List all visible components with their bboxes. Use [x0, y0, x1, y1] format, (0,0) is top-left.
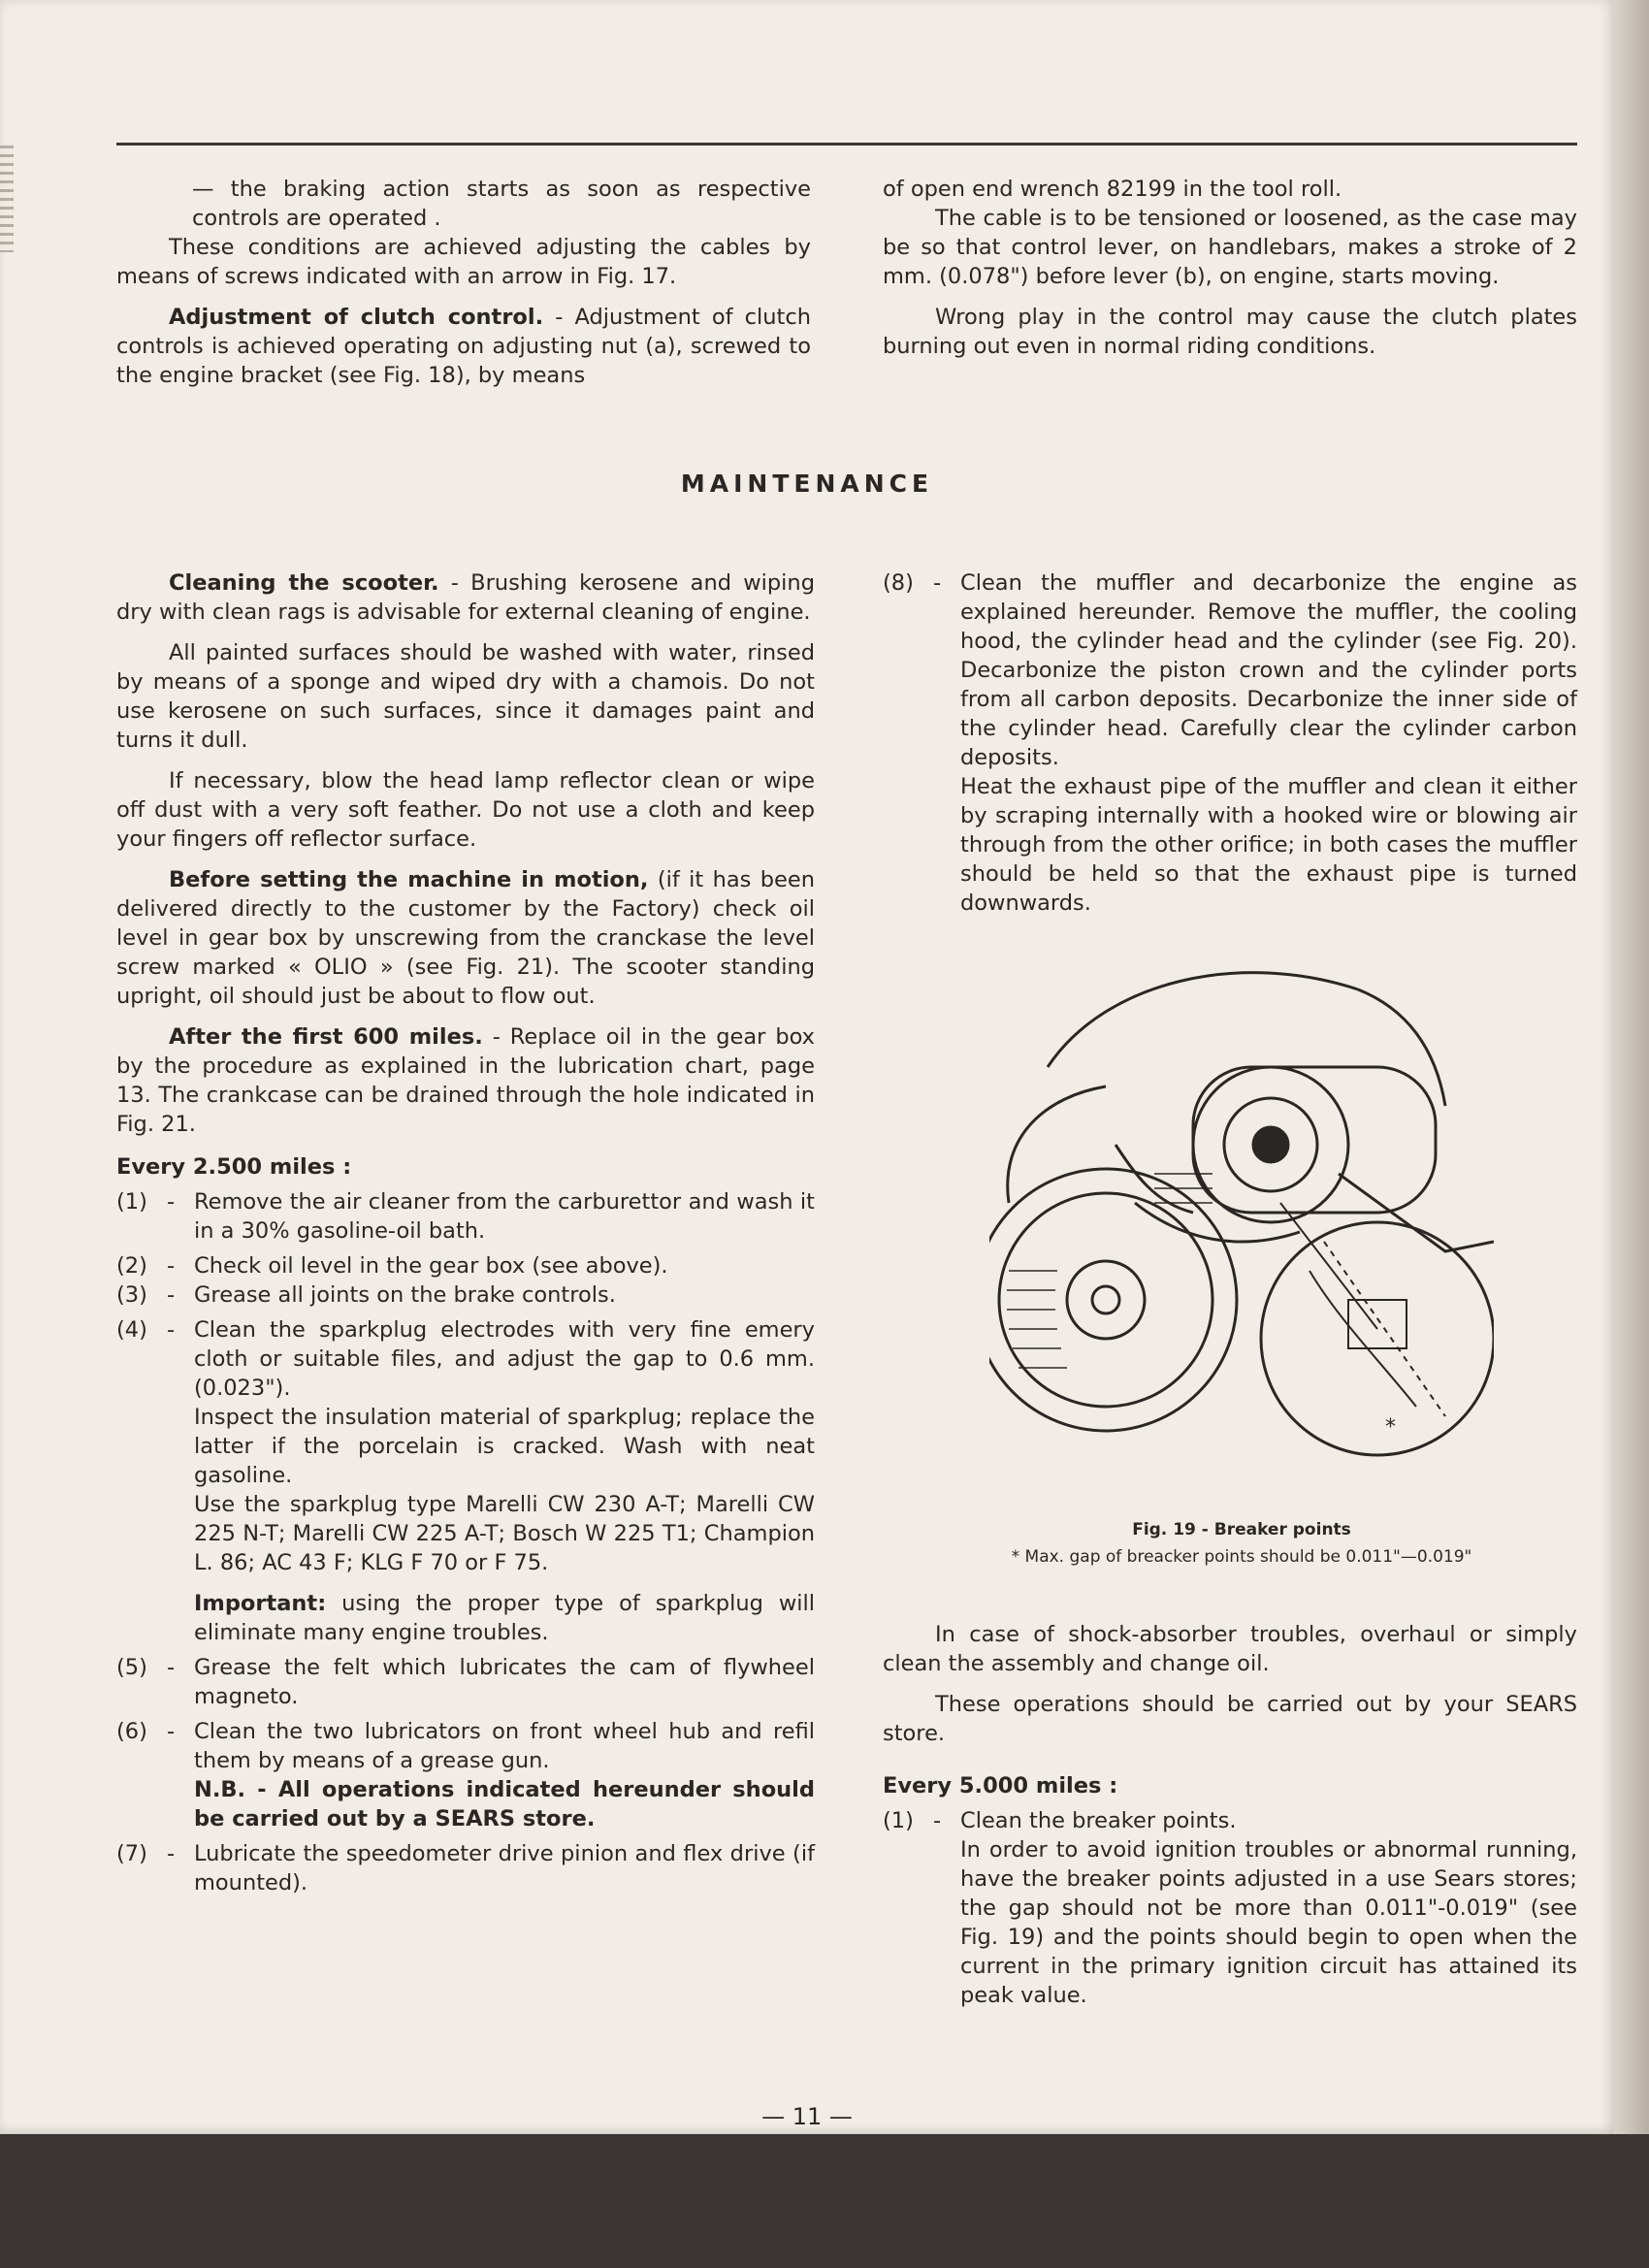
item-text-line: Clean the breaker points. — [960, 1808, 1237, 1833]
item-text: Grease all joints on the brake controls. — [194, 1282, 616, 1308]
item-text-line: Clean the sparkplug electrodes with very fine emery cloth or suitable files, and adjust the gap to 0.6 mm. (0.023"). — [194, 1317, 815, 1401]
dash-item-text: — the braking action starts as soon as respective controls are operated . — [192, 177, 811, 231]
item-number: (3) — [116, 1282, 147, 1308]
item-text: Lubricate the speedometer drive pinion and flex drive (if mounted). — [194, 1841, 815, 1895]
every-5000-heading: Every 5.000 miles : — [883, 1773, 1118, 1798]
paragraph-clutch — [116, 303, 811, 390]
item-number: (1) — [116, 1189, 147, 1215]
clutch-title: Adjustment of clutch control. — [169, 305, 544, 330]
item-number: (8) — [883, 570, 914, 596]
cowl-outline — [1048, 973, 1358, 1067]
svg-text:*: * — [1385, 1415, 1396, 1440]
top-left-column — [116, 175, 811, 390]
paragraph-before — [116, 865, 815, 1011]
nb-note: N.B. - All operations indicated hereunder should be carried out by a SEARS store. — [194, 1777, 815, 1831]
right-column-lower — [883, 1620, 1577, 2010]
every-2500-heading: Every 2.500 miles : — [116, 1154, 352, 1180]
item-text-line: Heat the exhaust pipe of the muffler and clean it either by scraping internally with a hooked wire or blowing air through from the other orifice; in both cases the muffler should be held so that the exhaust pipe is turned downwards. — [960, 774, 1577, 916]
item-text-line: Clean the muffler and decarbonize the engine as explained hereunder. Remove the muffler, the cooling hood, the cylinder head and the cylinder (see Fig. 20). Decarbonize the piston crown and the cylinder ports from all carbon deposits. Decarbonize the inner side of the cylinder head. Carefully clear the cylinder carbon deposits. — [960, 570, 1577, 770]
dash-item — [116, 175, 811, 233]
item-text-line: Clean the two lubricators on front wheel hub and refil them by means of a grease gun. — [194, 1719, 815, 1773]
section-heading: MAINTENANCE — [680, 470, 934, 498]
breaker-points-figure — [989, 951, 1494, 1494]
item-number: (7) — [116, 1841, 147, 1866]
page-edge — [1614, 0, 1649, 2134]
after-text: - Replace oil in the gear box by the procedure as explained in the lubrication chart, page 13. The crankcase can be drained through the hole indicated in Fig. 21. — [116, 1024, 815, 1137]
item-number: (4) — [116, 1317, 147, 1343]
paragraph: The cable is to be tensioned or loosened, as the case may be so that control lever, on handlebars, makes a stroke of 2 mm. (0.078") before lever (b), on engine, starts moving. — [883, 206, 1577, 289]
binding-edge — [0, 146, 14, 252]
item-number: (1) — [883, 1808, 914, 1833]
important-title: Important: — [194, 1591, 327, 1616]
item-number: (2) — [116, 1253, 147, 1279]
cleaning-text: - Brushing kerosene and wiping dry with clean rags is advisable for external cleaning of engine. — [116, 570, 815, 625]
cleaning-title: Cleaning the scooter. — [169, 570, 439, 596]
item-text: Grease the felt which lubricates the cam of flywheel magneto. — [194, 1655, 815, 1709]
before-text: (if it has been delivered directly to the customer by the Factory) check oil level in gear box by unscrewing from the cranckase the level screw marked « OLIO » (see Fig. 21). The scooter standing upright, oil should just be about to flow out. — [116, 867, 815, 1009]
item-text — [194, 1717, 815, 1833]
paragraph-after — [116, 1022, 815, 1139]
paragraph: All painted surfaces should be washed with water, rinsed by means of a sponge and wiped dry with a chamois. Do not use kerosene on such surfaces, since it damages paint and turns it dull. — [116, 640, 815, 753]
item-text-line: Use the sparkplug type Marelli CW 230 A-T; Marelli CW 225 N-T; Marelli CW 225 A-T; Bosch W 225 T1; Champion L. 86; AC 43 F; KLG F 70 or F 75. — [194, 1492, 815, 1575]
list-item: (7) - Lubricate the speedometer drive pinion and flex drive (if mounted). — [116, 1841, 815, 1895]
figure-note: * Max. gap of breacker points should be 0.011"—0.019" — [1011, 1547, 1472, 1567]
item-text: Check oil level in the gear box (see above). — [194, 1253, 668, 1279]
paragraph: These operations should be carried out by your SEARS store. — [883, 1692, 1577, 1746]
item-number: (5) — [116, 1655, 147, 1680]
list-item: (5) - Grease the felt which lubricates the cam of flywheel magneto. — [116, 1655, 815, 1709]
important-text: using the proper type of sparkplug will eliminate many engine troubles. — [194, 1591, 815, 1645]
paragraph-cleaning — [116, 568, 815, 627]
paragraph: These conditions are achieved adjusting the cables by means of screws indicated with an arrow in Fig. 17. — [116, 235, 811, 289]
important-note — [194, 1589, 815, 1647]
detail-inset-circle — [1261, 1222, 1494, 1455]
after-title: After the first 600 miles. — [169, 1024, 483, 1050]
list-item: (2) - Check oil level in the gear box (see above). — [116, 1251, 815, 1280]
paragraph: If necessary, blow the head lamp reflector clean or wipe off dust with a very soft feather. Do not use a cloth and keep your fingers off reflector surface. — [116, 768, 815, 852]
item-text-line: Inspect the insulation material of sparkplug; replace the latter if the porcelain is cracked. Wash with neat gasoline. — [194, 1405, 815, 1488]
item-text — [960, 568, 1577, 918]
paragraph: In case of shock-absorber troubles, overhaul or simply clean the assembly and change oil. — [883, 1622, 1577, 1676]
paragraph: of open end wrench 82199 in the tool roll. — [883, 177, 1342, 202]
item-text — [194, 1315, 815, 1647]
item-text: Remove the air cleaner from the carburettor and wash it in a 30% gasoline-oil bath. — [194, 1189, 815, 1244]
list-item: (6) - Clean the two lubricators on front wheel hub and refil them by means of a grease gun. N.B. - All operations indicated hereunder should be carried out by a SEARS store. — [116, 1719, 815, 1831]
page-number: — 11 — — [761, 2103, 853, 2130]
item-text-line: In order to avoid ignition troubles or abnormal running, have the breaker points adjusted in a use Sears stores; the gap should not be more than 0.011"-0.019" (see Fig. 19) and the points should begin to open when the current in the primary ignition circuit has attained its peak value. — [960, 1837, 1577, 2008]
engine-cylinder — [1193, 1067, 1436, 1213]
header-rule — [116, 143, 1577, 146]
wheel-tire — [989, 1169, 1237, 1431]
list-item: (3) - Grease all joints on the brake controls. — [116, 1280, 815, 1310]
paragraph: Wrong play in the control may cause the clutch plates burning out even in normal riding conditions. — [883, 305, 1577, 359]
right-column — [883, 568, 1577, 918]
item-text — [960, 1806, 1577, 2010]
list-item: (1) - Clean the breaker points. In order to avoid ignition troubles or abnormal running, have the breaker points adjusted in a use Sears stores; the gap should not be more than 0.011"-0.019" (see Fig. 19) and the points should begin to open when the current in the primary ignition circuit has attained its peak value. — [883, 1808, 1577, 2008]
item-number: (6) — [116, 1719, 147, 1744]
top-right-column — [883, 175, 1577, 361]
clutch-text: - Adjustment of clutch controls is achieved operating on adjusting nut (a), screwed to the engine bracket (see Fig. 18), by means — [116, 305, 811, 388]
figure-caption: Fig. 19 - Breaker points — [1132, 1520, 1351, 1539]
list-item: (1) - Remove the air cleaner from the carburettor and wash it in a 30% gasoline-oil bath. — [116, 1189, 815, 1244]
before-title: Before setting the machine in motion, — [169, 867, 649, 892]
list-item: (8) - Clean the muffler and decarbonize the engine as explained hereunder. Remove the muffler, the cooling hood, the cylinder head and the cylinder (see Fig. 20). Decarbonize the piston crown and the cylinder ports from all carbon deposits. Decarbonize the inner side of the cylinder head. Carefully clear the cylinder carbon deposits. Heat the exhaust pipe of the muffler and clean it either by scraping internally with a hooked wire or blowing air through from the other orifice; in both cases the muffler should be held so that the exhaust pipe is turned downwards. — [883, 570, 1577, 916]
left-column — [116, 568, 815, 1897]
list-item: (4) - Clean the sparkplug electrodes with very fine emery cloth or suitable files, and adjust the gap to 0.6 mm. (0.023"). Inspect the insulation material of sparkplug; replace the latter if the porcelain is cracked. Wash with neat gasoline. Use the sparkplug type Marelli CW 230 A-T; Marelli CW 225 N-T; Marelli CW 225 A-T; Bosch W 225 T1; Champion L. 86; AC 43 F; KLG F 70 or F 75. Important: using the proper type of sparkplug will eliminate many engine troubles. — [116, 1317, 815, 1645]
